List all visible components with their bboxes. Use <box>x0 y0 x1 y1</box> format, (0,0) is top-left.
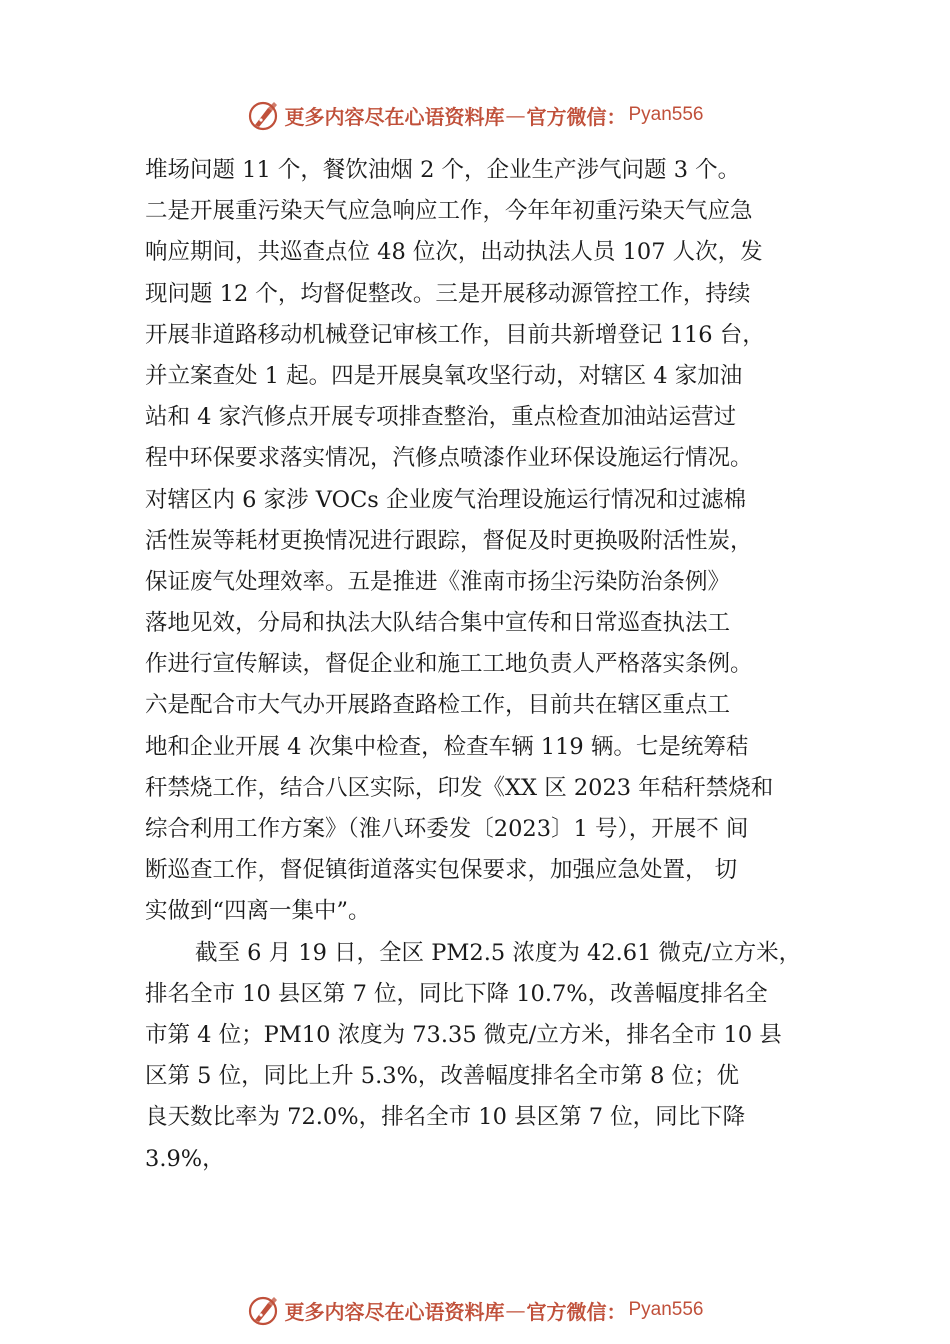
body-line: 站和 4 家汽修点开展专项排查整治，重点检查加油站运营过 <box>145 404 737 431</box>
body-line: 作进行宣传解读，督促企业和施工工地负责人严格落实条例。 <box>145 651 753 678</box>
watermark-wechat-id: Pyan556 <box>628 104 704 125</box>
watermark-wechat-id: Pyan556 <box>628 1299 704 1320</box>
body-line: 现问题 12 个，均督促整改。三是开展移动源管控工作，持续 <box>145 280 751 307</box>
footer-watermark <box>0 1290 950 1330</box>
pen-nib-logo-icon <box>246 1293 280 1327</box>
paragraph2-line: 截至 6 月 19 日，全区 PM2.5 浓度为 42.61 微克/立方米， <box>195 939 802 966</box>
body-line: 落地见效，分局和执法大队结合集中宣传和日常巡查执法工 <box>145 610 731 637</box>
watermark-brand: 更多内容尽在心语资料库 <box>284 1299 505 1324</box>
body-line: 程中环保要求落实情况，汽修点喷漆作业环保设施运行情况。 <box>145 445 753 472</box>
body-line: 对辖区内 6 家涉 VOCs 企业废气治理设施运行情况和过滤棉 <box>145 486 746 513</box>
watermark-label: 官方微信： <box>526 1299 627 1324</box>
watermark-label: 官方微信： <box>526 104 627 129</box>
body-line: 断巡查工作，督促镇街道落实包保要求，加强应急处置， 切 <box>145 857 738 884</box>
paragraph2-line: 排名全市 10 县区第 7 位，同比下降 10.7%，改善幅度排名全 <box>145 980 768 1007</box>
body-line: 二是开展重污染天气应急响应工作，今年年初重污染天气应急 <box>145 198 753 225</box>
body-line: 保证废气处理效率。五是推进《淮南市扬尘污染防治条例》 <box>145 568 731 595</box>
watermark-dash: — <box>505 1298 526 1322</box>
paragraph2-line: 区第 5 位，同比上升 5.3%，改善幅度排名全市第 8 位；优 <box>145 1063 740 1090</box>
paragraph2-line: 3.9%， <box>145 1145 225 1172</box>
watermark-brand: 更多内容尽在心语资料库 <box>284 104 505 129</box>
body-line: 综合利用工作方案》（淮八环委发〔2023〕1 号），开展不 间 <box>145 816 749 842</box>
body-line: 活性炭等耗材更换情况进行跟踪，督促及时更换吸附活性炭， <box>145 527 753 554</box>
body-line: 六是配合市大气办开展路查路检工作，目前共在辖区重点工 <box>145 692 731 719</box>
body-line: 实做到“四离一集中”。 <box>145 898 371 925</box>
body-line: 并立案查处 1 起。四是开展臭氧攻坚行动，对辖区 4 家加油 <box>145 362 743 389</box>
body-line: 响应期间，共巡查点位 48 位次，出动执法人员 107 人次，发 <box>145 239 763 266</box>
paragraph2-line: 市第 4 位；PM10 浓度为 73.35 微克/立方米，排名全市 10 县 <box>145 1021 782 1048</box>
body-line: 开展非道路移动机械登记审核工作，目前共新增登记 116 台， <box>145 321 765 348</box>
watermark-dash: — <box>505 103 526 127</box>
body-line: 秆禁烧工作，结合八区实际，印发《XX 区 2023 年秸秆禁烧和 <box>145 774 774 801</box>
body-line: 堆场问题 11 个，餐饮油烟 2 个，企业生产涉气问题 3 个。 <box>145 157 741 183</box>
document-body <box>145 150 835 1180</box>
pen-nib-logo-icon <box>246 98 280 132</box>
paragraph2-line: 良天数比率为 72.0%，排名全市 10 县区第 7 位，同比下降 <box>145 1104 746 1131</box>
body-line: 地和企业开展 4 次集中检查，检查车辆 119 辆。七是统筹秸 <box>145 733 749 760</box>
header-watermark <box>0 95 950 135</box>
